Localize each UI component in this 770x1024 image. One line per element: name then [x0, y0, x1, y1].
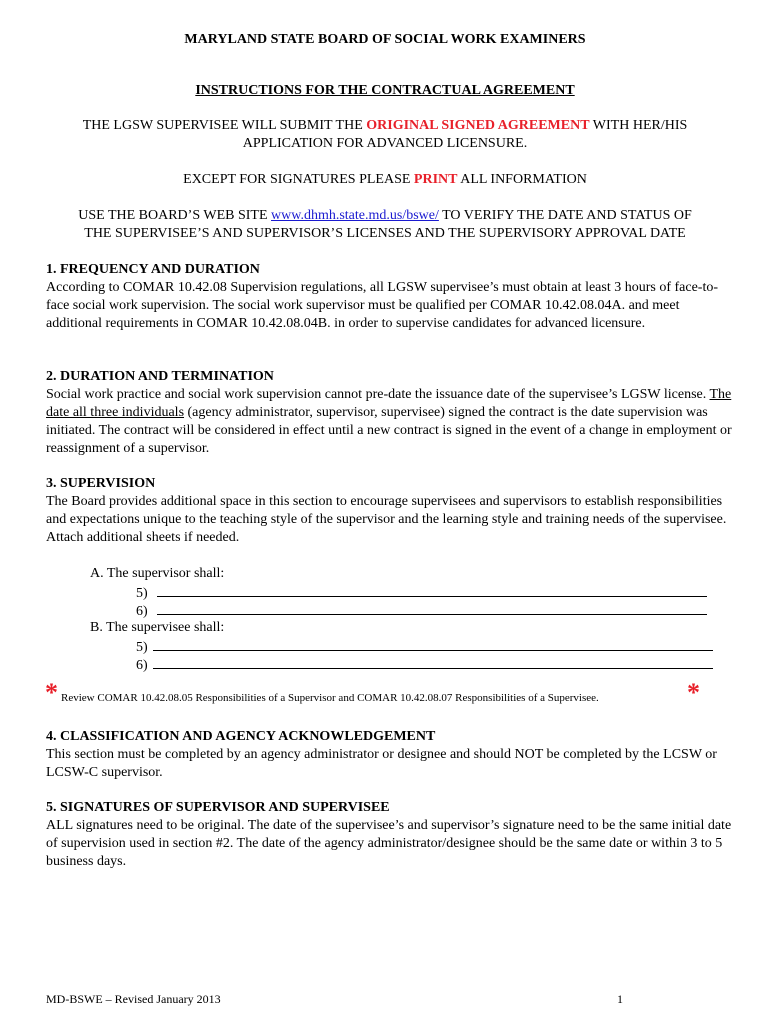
supervisee-item-6 — [136, 655, 713, 675]
footer-page-number: 1 — [617, 992, 623, 1006]
section-classification-agency — [46, 728, 736, 782]
supervisor-shall-label: A. The supervisor shall: — [90, 566, 225, 581]
supervisor-item-5-blank[interactable] — [157, 583, 707, 597]
footer-form-id: MD-BSWE – Revised January 2013 — [46, 992, 221, 1006]
board-website-link[interactable]: www.dhmh.state.md.us/bswe/ — [271, 208, 439, 223]
section-signatures — [46, 799, 736, 871]
item-6-number: 6) — [136, 658, 148, 673]
section-2-body-post: (agency administrator, supervisor, supervisee) signed the contract is the date supervision was initiated. The contract will be considered in effect until a new contract is signed in the event of a change in employment or reassignment of a supervisor. — [46, 405, 732, 456]
section-3-heading: 3. SUPERVISION — [46, 476, 156, 491]
submit-text-post: WITH HER/HIS — [589, 118, 688, 133]
section-3-body: The Board provides additional space in this section to encourage supervisees and supervisors to establish responsibilities and expectations unique to the teaching style of the supervisor and the learning style and training needs of the supervisee. Attach additional sheets if needed. — [46, 494, 727, 545]
website-text-pre: USE THE BOARD’S WEB SITE — [78, 208, 272, 223]
board-title: MARYLAND STATE BOARD OF SOCIAL WORK EXAMINERS — [184, 32, 586, 47]
section-2-body-underlined: The date all three individuals — [46, 387, 732, 420]
asterisk-icon-right: * — [687, 678, 700, 707]
instructions-title — [0, 82, 770, 100]
original-signed-agreement-emphasis: ORIGINAL SIGNED AGREEMENT — [366, 118, 590, 133]
section-4-body: This section must be completed by an agency administrator or designee and should NOT be completed by the LCSW or LCSW-C supervisor. — [46, 747, 717, 780]
section-duration-termination — [46, 368, 736, 458]
print-emphasis: PRINT — [413, 172, 458, 187]
item-5-number: 5) — [136, 586, 148, 601]
supervisee-item-6-blank[interactable] — [153, 655, 713, 669]
section-supervision — [46, 475, 736, 547]
supervisee-shall-label: B. The supervisee shall: — [90, 620, 225, 635]
submit-text-pre: THE LGSW SUPERVISEE WILL SUBMIT THE — [82, 118, 367, 133]
supervisor-item-5 — [136, 583, 707, 603]
item-6-number: 6) — [136, 604, 148, 619]
section-2-heading: 2. DURATION AND TERMINATION — [46, 369, 274, 384]
section-2-body-pre: Social work practice and social work supervision cannot pre-date the issuance date of the supervisee’s LGSW license. — [46, 387, 710, 402]
instructions-title-text: INSTRUCTIONS FOR THE CONTRACTUAL AGREEMENT — [195, 83, 575, 98]
asterisk-icon-left: * — [45, 678, 58, 707]
print-text-pre: EXCEPT FOR SIGNATURES PLEASE — [183, 172, 414, 187]
section-1-heading: 1. FREQUENCY AND DURATION — [46, 262, 260, 277]
section-frequency-duration — [46, 261, 736, 333]
section-5-heading: 5. SIGNATURES OF SUPERVISOR AND SUPERVISEE — [46, 800, 390, 815]
submit-instruction-line-2: APPLICATION FOR ADVANCED LICENSURE. — [242, 136, 528, 151]
supervisor-item-6-blank[interactable] — [157, 601, 707, 615]
section-1-body: According to COMAR 10.42.08 Supervision regulations, all LGSW supervisee’s must obtain at least 3 hours of face-to-face social work supervision. The social work supervisor must be qualified per COMAR 10.42.08.04A. and meet additional requirements in COMAR 10.42.08.04B. in order to supervise candidates for advanced licensure. — [46, 280, 719, 331]
review-comar-note: Review COMAR 10.42.08.05 Responsibilities of a Supervisor and COMAR 10.42.08.07 Responsibilities of a Supervisee. — [61, 692, 599, 704]
supervisee-item-5 — [136, 637, 713, 657]
submit-instruction-line-1 — [0, 117, 770, 135]
supervisee-item-5-blank[interactable] — [153, 637, 713, 651]
print-text-post: ALL INFORMATION — [457, 172, 587, 187]
print-instruction — [0, 171, 770, 189]
section-5-body: ALL signatures need to be original. The date of the supervisee’s and supervisor’s signature need to be the same initial date of supervision used in section #2. The date of the agency administrator/designee should be the same date or within 3 to 5 business days. — [46, 818, 732, 869]
item-5-number: 5) — [136, 640, 148, 655]
section-4-heading: 4. CLASSIFICATION AND AGENCY ACKNOWLEDGEMENT — [46, 729, 436, 744]
website-text-post: TO VERIFY THE DATE AND STATUS OF — [438, 208, 692, 223]
website-instruction-line-1 — [0, 207, 770, 225]
supervisor-item-6 — [136, 601, 707, 621]
website-instruction-line-2: THE SUPERVISEE’S AND SUPERVISOR’S LICENSES AND THE SUPERVISORY APPROVAL DATE — [84, 226, 686, 241]
